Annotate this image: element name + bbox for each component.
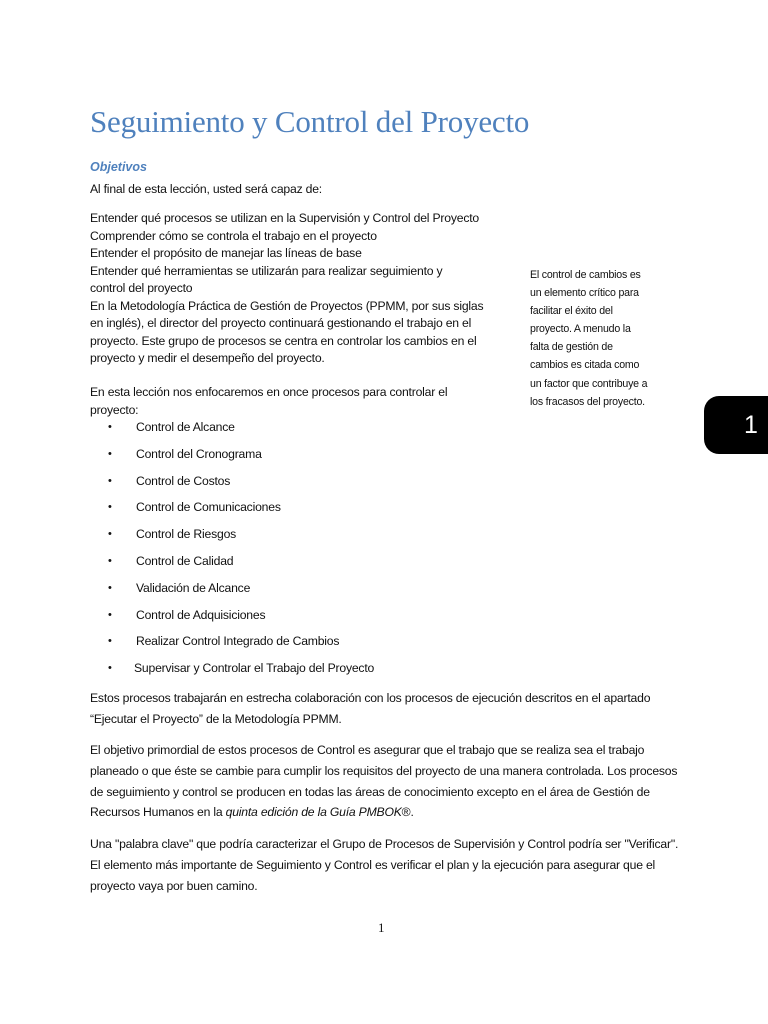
sidenote-line: proyecto. A menudo la xyxy=(530,323,631,336)
page-number: 1 xyxy=(378,920,385,935)
objective-paragraph xyxy=(90,740,680,823)
process-label: Realizar Control Integrado de Cambios xyxy=(136,634,340,649)
bullet-icon: • xyxy=(108,635,112,648)
chapter-tab xyxy=(704,396,768,454)
process-label: Validación de Alcance xyxy=(136,580,251,595)
sidenote-line: falta de gestión de xyxy=(530,341,613,354)
focus-line: En esta lección nos enfocaremos en once procesos para controlar el xyxy=(90,385,448,399)
goal-line: Entender qué herramientas se utilizarán para realizar seguimiento y xyxy=(90,263,443,278)
goal-line: Comprender cómo se controla el trabajo en el proyecto xyxy=(90,228,377,243)
sidenote-line: facilitar el éxito del xyxy=(530,305,613,318)
process-label: Control de Adquisiciones xyxy=(136,607,266,622)
sidenote-line: los fracasos del proyecto. xyxy=(530,395,645,408)
bullet-icon: • xyxy=(108,421,112,433)
sidebar-note xyxy=(530,266,680,411)
process-label: Control de Calidad xyxy=(136,553,234,568)
sidenote-line: un factor que contribuye a xyxy=(530,377,648,390)
ppmm-line: en inglés), el director del proyecto continuará gestionando el trabajo en el xyxy=(90,316,472,330)
goal-line: Entender qué procesos se utilizan en la Supervisión y Control del Proyecto xyxy=(90,211,479,225)
goal-line: Entender el propósito de manejar las líneas de base xyxy=(90,246,362,260)
sidenote-line: un elemento crítico para xyxy=(530,287,639,300)
bullet-icon: • xyxy=(108,554,112,567)
ppmm-line: En la Metodología Práctica de Gestión de Proyectos (PPMM, por sus siglas xyxy=(90,298,484,313)
goal-line: control del proyecto xyxy=(90,281,193,295)
bullet-icon: • xyxy=(108,662,112,675)
objective-text: El objetivo primordial de estos procesos de Control es asegurar que el trabajo que se realiza sea el trabajo planeado o que éste se cambie para cumplir los requisitos del proyecto de una manera controlada. Los procesos de seguimiento y control se producen en todas las áreas de conocimiento excepto en el área de Gestión de Recursos Humanos en la xyxy=(90,743,678,820)
page-title: Seguimiento y Control del Proyecto xyxy=(90,104,530,139)
ppmm-line: proyecto y medir el desempeño del proyecto. xyxy=(90,351,325,365)
sidenote-line: El control de cambios es xyxy=(530,269,641,281)
bullet-icon: • xyxy=(108,528,112,541)
focus-line: proyecto: xyxy=(90,402,139,417)
bullet-icon: • xyxy=(108,581,112,594)
chapter-number: 1 xyxy=(744,411,758,439)
process-label: Control de Riesgos xyxy=(136,527,237,542)
process-label: Control del Cronograma xyxy=(136,446,262,461)
objectives-heading: Objetivos xyxy=(90,160,147,174)
process-label: Supervisar y Controlar el Trabajo del Proyecto xyxy=(134,661,375,676)
objective-text-end: ®. xyxy=(401,805,414,820)
bullet-icon: • xyxy=(108,501,112,514)
bullet-icon: • xyxy=(108,474,112,487)
ppmm-line: proyecto. Este grupo de procesos se centra en controlar los cambios en el xyxy=(90,333,477,348)
execution-paragraph: Estos procesos trabajarán en estrecha colaboración con los procesos de ejecución descritos en el apartado “Ejecutar el Proyecto” de la Metodología PPMM. xyxy=(90,691,651,726)
process-label: Control de Alcance xyxy=(136,420,235,434)
process-label: Control de Costos xyxy=(136,473,231,488)
pmbok-reference: quinta edición de la Guía PMBOK xyxy=(225,805,402,820)
intro-text: Al final de esta lección, usted será capaz de: xyxy=(90,182,322,196)
sidenote-line: cambios es citada como xyxy=(530,359,640,372)
bullet-icon: • xyxy=(108,608,112,621)
keyword-paragraph: Una "palabra clave" que podría caracterizar el Grupo de Procesos de Supervisión y Control podría ser "Verificar". El elemento más importante de Seguimiento y Control es verificar el plan y la ejecución para asegurar que el proyecto vaya por buen camino. xyxy=(90,837,679,893)
bullet-icon: • xyxy=(108,447,112,460)
process-label: Control de Comunicaciones xyxy=(136,500,281,515)
